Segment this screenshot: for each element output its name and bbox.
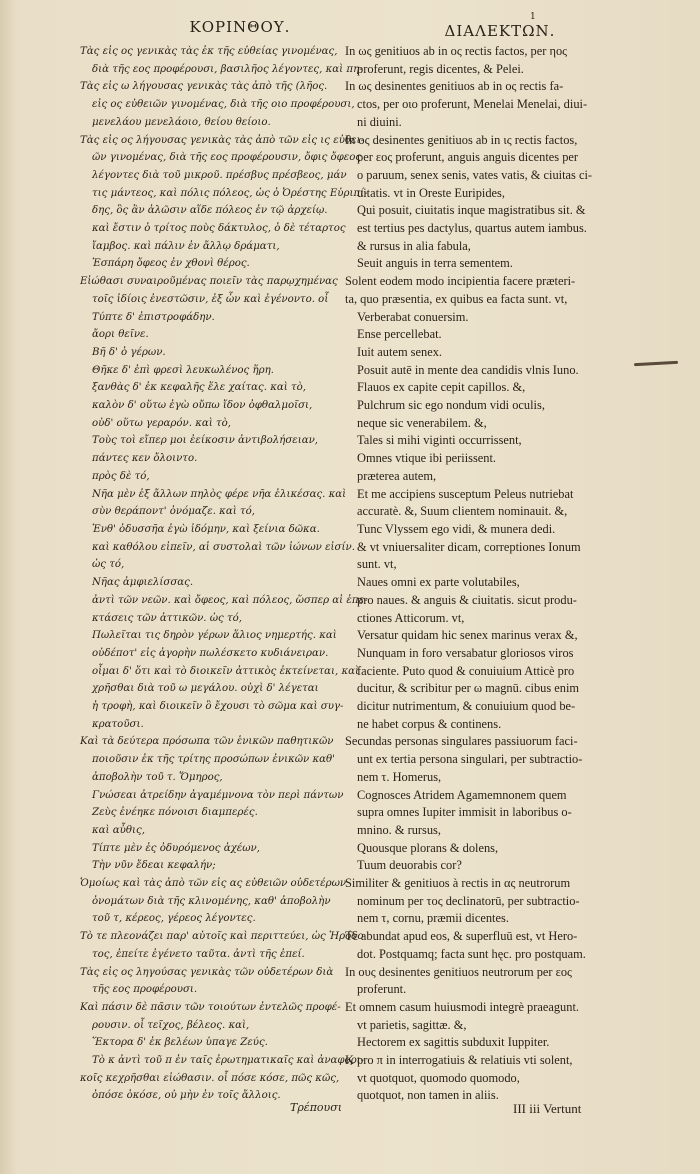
latin-text-line: Naues omni ex parte volutabiles,	[357, 575, 520, 590]
latin-column	[345, 43, 627, 1105]
greek-text-line: κτάσεις τῶν ἀττικῶν. ὡς τό,	[92, 612, 242, 624]
latin-text-line: ne habet corpus & continens.	[357, 716, 502, 731]
latin-text-line: Solent eodem modo incipientia facere præteri-	[345, 274, 576, 289]
greek-text-line: ρουσιν. οἷ τεῖχος, βέλεος. καὶ,	[92, 1019, 250, 1031]
folio-number: 1	[530, 12, 536, 22]
greek-text-line: ἡ τροφὴ, καὶ διοικεῖν ὃ ἔχουσι τὸ σῶμα καὶ συγ-	[92, 701, 344, 713]
latin-text-line: ctiones Atticorum. vt,	[357, 610, 465, 625]
greek-text-line: διὰ τῆς εος προφέρουσι, βασιλῆος λέγοντες, καὶ πη-	[92, 63, 363, 75]
greek-text-line: ἄορι θεῖνε.	[92, 329, 149, 341]
greek-text-line: Ὁμοίως καὶ τὰς ἀπὸ τῶν εἰς ας εὐθειῶν οὐδετέρων	[80, 878, 347, 890]
greek-text-line: ἀποβολὴν τοῦ τ. Ὅμηρος,	[92, 771, 223, 783]
greek-text-line: πάντες κεν ὄλοιντο.	[92, 453, 198, 465]
running-head-right: ΔΙΑΛΕΚΤΩΝ.	[444, 22, 556, 40]
greek-text-line: Καὶ πάσιν δὲ πᾶσιν τῶν τοιούτων ἐντελῶς προφέ-	[80, 1001, 341, 1013]
greek-text-line: Νῆας ἀμφιελίσσας.	[92, 577, 194, 589]
latin-text-line: per εος proferunt, anguis anguis dicentes per	[357, 150, 579, 165]
latin-text-line: Secundas personas singulares passiuorum faci-	[345, 734, 578, 749]
greek-text-line: τοῖς ἰδίοις ἐνεστῶσιν, ἐξ ὧν καὶ ἐγένοντο. οἷ	[92, 293, 329, 305]
greek-text-line: Τὸ κ ἀντὶ τοῦ π ἐν ταῖς ἐρωτηματικαῖς καὶ ἀναφορι-	[92, 1055, 365, 1067]
greek-text-line: Εἰώθασι συναιροῦμένας ποιεῖν τὰς παρῳχημένας	[80, 276, 338, 288]
greek-text-line: οὐδ' οὕτω γεραρόν. καὶ τὸ,	[92, 417, 232, 429]
greek-text-line: Ζεὺς ἐνέηκε πόνοισι διαμπερές.	[92, 807, 258, 819]
greek-text-line: τῆς εος προφέρουσι.	[92, 984, 198, 996]
latin-text-line: o paruum, senex senis, vates vatis, & ciuitas ci-	[357, 167, 593, 182]
latin-text-line: quotquot, non tamen in aliis.	[357, 1088, 499, 1103]
greek-text-line: εἰς ος εὐθειῶν γινομένας, διὰ τῆς οιο προφέρουσι,	[92, 99, 355, 111]
latin-text-line: & vt vniuersaliter dicam, correptiones Ionum	[357, 539, 581, 554]
latin-text-line: Posuit autē in mente dea candidis vlnis Iuno.	[357, 362, 579, 377]
greek-text-line: χρῆσθαι διὰ τοῦ ω μεγάλου. οὐχὶ δ' λέγεται	[92, 683, 319, 695]
greek-text-line: τος, ἐπείτε ἐγένετο ταῦτα. ἀντὶ τῆς ἐπεί.	[92, 948, 305, 960]
latin-text-line: nem τ. Homerus,	[357, 769, 442, 784]
latin-text-line: Quousque plorans & dolens,	[357, 840, 499, 855]
greek-text-line: Θῆκε δ' ἐπὶ φρεσὶ λευκωλένος ἥρη.	[92, 364, 274, 376]
latin-text-line: Pulchrum sic ego nondum vidi oculis,	[357, 398, 545, 413]
greek-text-line: Τὰς εἰς ω λήγουσας γενικὰς τὰς ἀπὸ τῆς (λῆος.	[80, 81, 328, 93]
greek-text-line: δης, ὃς ἂν ἁλῶσιν αἵδε πόλεος ἐν τῷ ἀρχείῳ.	[92, 205, 328, 217]
greek-text-line: Τὴν νῦν ἔδεαι κεφαλήν;	[92, 860, 216, 872]
greek-column	[80, 43, 368, 1105]
latin-text-line: Hectorem ex sagittis subduxit Iuppiter.	[357, 1035, 550, 1050]
latin-text-line: In ος desinentes genitiuos ab in ις rectis factos,	[345, 132, 578, 147]
greek-text-line: καὶ καθόλου εἰπεῖν, αἱ συστολαὶ τῶν ἰώνων εἰσίν.	[92, 541, 355, 553]
greek-text-line: κοῖς κεχρῆσθαι εἰώθασιν. οἷ πόσε κόσε, πῶς κῶς,	[80, 1072, 340, 1084]
greek-text-line: καὶ ἔστιν ὁ τρίτος ποὺς δάκτυλος, ὁ δὲ τέταρτος	[92, 223, 346, 235]
latin-text-line: Tunc Vlyssem ego vidi, & munera dedi.	[357, 521, 556, 536]
greek-text-line: λέγοντες διὰ τοῦ μικροῦ. πρέσβυς πρέσβεος, μάν	[92, 169, 347, 181]
latin-text-line: Ense percellebat.	[357, 327, 442, 342]
greek-text-line: Γνώσεαι ἀτρείδην ἀγαμέμνονα τὸν περὶ πάντων	[92, 789, 344, 801]
latin-text-line: est tertius pes dactylus, quartus autem iambus.	[357, 221, 587, 236]
latin-text-line: neque sic venerabilem. &,	[357, 415, 487, 430]
latin-text-line: Similiter & genitiuos à rectis in ας neutrorum	[345, 876, 571, 891]
greek-text-line: Τὰς εἰς ος λήγουσας γενικὰς τὰς ἀπὸ τῶν εἰς ις εὐθει-	[80, 134, 364, 146]
latin-text-line: ducitur, & scribitur per ω magnū. cibus enim	[357, 681, 580, 696]
greek-text-line: Ἐνθ' ὀδυσσῆα ἐγὼ ἰδόμην, καὶ ξείνια δῶκα.	[92, 523, 320, 535]
greek-text-line: Τίπτε μὲν ἐς ὀδυρόμενος ἀχέων,	[92, 842, 260, 854]
latin-text-line: Et omnem casum huiusmodi integrè praeagunt.	[345, 999, 579, 1014]
latin-text-line: mnino. & rursus,	[357, 822, 441, 837]
latin-text-line: supra omnes Iupiter immisit in laboribus o-	[357, 805, 572, 820]
latin-text-line: Versatur quidam hic senex marinus verax &,	[357, 628, 578, 643]
greek-text-line: οὐδέποτ' εἰς ἀγορὴν πωλέσκετο κυδιάνειραν.	[92, 647, 329, 659]
latin-text-line: uitatis. vt in Oreste Euripides,	[357, 185, 505, 200]
signature-mark: III iii Vertunt	[513, 1101, 582, 1116]
greek-text-line: καὶ αὖθις,	[92, 824, 145, 836]
greek-text-line: ὀνομάτων διὰ τῆς κλινομένης, καθ' ἀποβολὴν	[92, 895, 331, 907]
latin-text-line: Tales si mihi viginti occurrissent,	[357, 433, 522, 448]
greek-text-line: κρατοῦσι.	[92, 718, 144, 730]
greek-text-line: Τὰς εἰς ος γενικὰς τὰς ἐκ τῆς εὐθείας γινομένας,	[80, 46, 338, 57]
greek-text-line: Καὶ τὰ δεύτερα πρόσωπα τῶν ἑνικῶν παθητικῶν	[80, 736, 334, 748]
latin-text-line: ta, quo præsentia, ex quibus ea facta sunt. vt,	[345, 291, 568, 306]
margin-ink-mark	[634, 361, 678, 366]
latin-text-line: nominum per τος declinatorū, per subtractio-	[357, 893, 580, 908]
greek-text-line: καλὸν δ' οὕτω ἐγὼ οὔπω ἴδον ὀφθαλμοῖσι,	[92, 400, 313, 412]
latin-text-line: ni diuini.	[357, 114, 402, 129]
latin-text-line: Verberabat conuersim.	[357, 309, 469, 324]
latin-text-line: In ους desinentes genitiuos neutrorum per εος	[345, 964, 572, 979]
latin-text-line: præterea autem,	[357, 468, 437, 483]
greek-text-line: Ἐσπάρη ὄφεος ἐν χθονὶ θέρος.	[92, 258, 250, 270]
latin-text-line: Flauos ex capite cepit capillos. &,	[357, 380, 526, 395]
greek-text-line: ξανθὰς δ' ἐκ κεφαλῆς ἕλε χαίτας. καὶ τὸ,	[92, 382, 307, 394]
greek-text-line: ὡς τό,	[92, 559, 125, 571]
latin-text-line: In ως genitiuos ab in ος rectis factos, per ηος	[345, 44, 568, 58]
latin-text-line: ctos, per οιο proferunt, Menelai Menelai, diui-	[357, 97, 588, 112]
greek-text-line: σὺν θεράποντ' ὀνόμαζε. καὶ τό,	[92, 506, 255, 518]
latin-text-line: dot. Postquamq; facta sunt hęc. pro postquam.	[357, 946, 586, 961]
greek-text-line: Τὰς εἰς ος ληγούσας γενικὰς τῶν οὐδετέρων διὰ	[80, 966, 334, 978]
latin-text-line: accuratè. &, Suum clientem nominauit. &,	[357, 504, 568, 519]
greek-text-line: πρὸς δὲ τό,	[92, 470, 150, 482]
greek-text-line: Ἕκτορα δ' ἐκ βελέων ὑπαγε Ζεύς.	[92, 1037, 268, 1049]
greek-text-line: ἴαμβος. καὶ πάλιν ἐν ἄλλῳ δράματι,	[92, 240, 280, 252]
greek-text-line: οἶμαι δ' ὅτι καὶ τὸ διοικεῖν ἀττικὸς ἐκτείνεται, καὶ	[92, 665, 360, 677]
latin-text-line: vt quotquot, quomodo quomodo,	[357, 1070, 520, 1085]
latin-text-line: proferunt.	[357, 982, 407, 997]
latin-text-line: pro naues. & anguis & ciuitatis. sicut produ-	[357, 592, 577, 607]
latin-text-line: proferunt, regis dicentes, & Pelei.	[357, 61, 524, 76]
greek-text-line: ὁπόσε ὁκόσε, οὐ μὴν ἐν τοῖς ἄλλοις.	[92, 1090, 281, 1102]
latin-text-line: Tε abundat apud eos, & superfluū est, vt Hero-	[345, 929, 578, 944]
running-head-left: ΚΟΡΙΝΘΟΥ.	[189, 18, 291, 36]
greek-text-line: μενελάου μενελάοιο, θείου θείοιο.	[92, 116, 271, 128]
greek-text-line: ἀντὶ τῶν νεῶν. καὶ ὄφεος, καὶ πόλεος, ὥσπερ αἱ ἐπε-	[92, 594, 368, 606]
latin-text-line: In ως desinentes genitiuos ab in ος rectis fa-	[345, 79, 564, 94]
latin-text-line: dicitur nutrimentum, & conuiuium quod be-	[357, 699, 576, 714]
greek-text-line: Τοὺς τοὶ εἴπερ μοι ἐείκοσιν ἀντιβολήσειαν,	[92, 435, 319, 447]
latin-text-line: nem τ, cornu, præmii dicentes.	[357, 911, 509, 926]
latin-text-line: Nunquam in foro versabatur gloriosos viros	[357, 645, 574, 660]
greek-text-line: τις μάντεος, καὶ πόλις πόλεος, ὡς ὁ Ὀρέστης Εὐριπί-	[92, 187, 368, 199]
latin-text-line: Omnes vtique ibi periissent.	[357, 451, 497, 466]
latin-text-line: unt ex tertia persona singulari, per subtractio-	[357, 752, 583, 767]
greek-text-line: Νῆα μὲν ἐξ ἄλλων πηλὸς φέρε νῆα ἐλικέσας. καὶ	[92, 488, 347, 500]
latin-text-line: Cognosces Atridem Agamemnonem quem	[357, 787, 567, 802]
latin-text-line: Et me accipiens susceptum Peleus nutriebat	[357, 486, 574, 501]
latin-text-line: Seuit anguis in terra sementem.	[357, 256, 513, 271]
latin-text-line: & rursus in alia fabula,	[357, 238, 471, 253]
greek-text-line: Πωλεῖται τις δηρὸν γέρων ἅλιος νημερτής. καὶ	[92, 630, 337, 642]
latin-text-line: sunt. vt,	[357, 557, 397, 572]
latin-text-line: Iuit autem senex.	[357, 344, 442, 359]
latin-text-line: Tuum deuorabis cor?	[357, 858, 462, 873]
greek-text-line: Τὸ τε πλεονάζει παρ' αὐτοῖς καὶ περιττεύει, ὡς Ἡρόδο	[80, 931, 364, 943]
greek-text-line: τοῦ τ, κέρεος, γέρεος λέγοντες.	[92, 913, 256, 925]
greek-text-line: Βῆ δ' ὁ γέρων.	[92, 346, 166, 358]
greek-text-line: ῶν γινομένας, διὰ τῆς εος προφέρουσιν, ὄφις ὄφεος	[92, 152, 362, 164]
greek-catchword: Τρέπουσι	[290, 1101, 343, 1114]
latin-text-line: Qui posuit, ciuitatis inque magistratibus sit. &	[357, 203, 586, 218]
latin-text-line: faciente. Puto quod & conuiuium Atticè pro	[357, 663, 575, 678]
latin-text-line: vt parietis, sagittæ. &,	[357, 1017, 467, 1032]
latin-text-line: K pro π in interrogatiuis & relatiuis vti solent,	[345, 1053, 573, 1068]
greek-text-line: ποιοῦσιν ἐκ τῆς τρίτης προσώπων ἑνικῶν καθ'	[92, 754, 335, 766]
greek-text-line: Τύπτε δ' ἐπιστροφάδην.	[92, 311, 215, 323]
